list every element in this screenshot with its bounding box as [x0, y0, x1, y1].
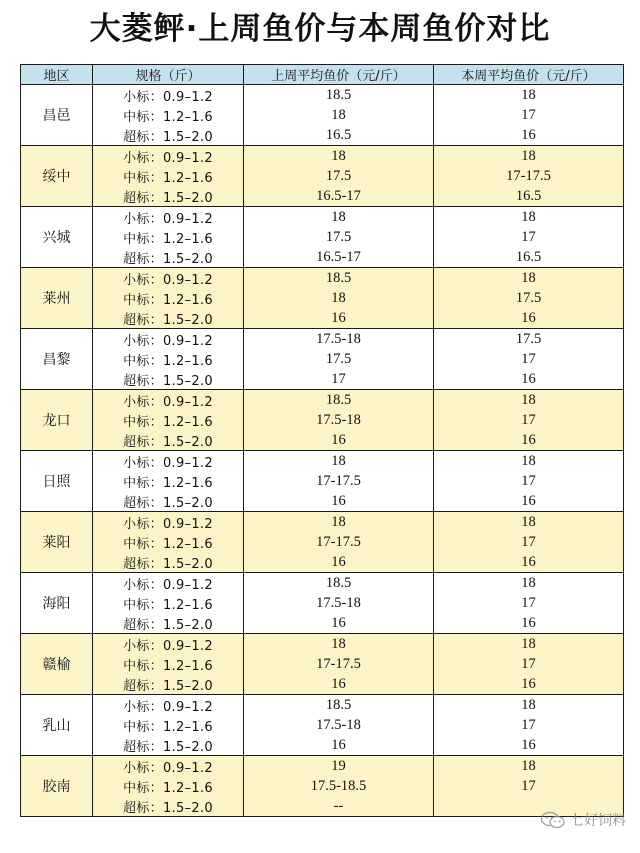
this-week-price-cell: 18 — [434, 756, 624, 777]
spec-cell: 超标：1.5–2.0 — [93, 308, 244, 329]
spec-cell: 小标：0.9–1.2 — [93, 451, 244, 472]
last-week-price-cell: 16 — [244, 613, 434, 634]
last-week-price-cell: 16 — [244, 430, 434, 451]
this-week-price-cell: 16 — [434, 674, 624, 695]
table-row — [21, 674, 624, 695]
spec-cell: 小标：0.9–1.2 — [93, 146, 244, 167]
table-row — [21, 369, 624, 390]
last-week-price-cell: 18 — [244, 634, 434, 655]
region-cell: 莱阳 — [21, 512, 93, 573]
spec-cell: 小标：0.9–1.2 — [93, 390, 244, 411]
spec-cell: 超标：1.5–2.0 — [93, 796, 244, 817]
table-row — [21, 247, 624, 268]
watermark — [540, 809, 626, 831]
table-row — [21, 410, 624, 430]
spec-cell: 超标：1.5–2.0 — [93, 369, 244, 390]
table-row — [21, 796, 624, 817]
this-week-price-cell: 18 — [434, 512, 624, 533]
last-week-price-cell: 17-17.5 — [244, 654, 434, 674]
spec-cell: 小标：0.9–1.2 — [93, 207, 244, 228]
spec-cell: 小标：0.9–1.2 — [93, 85, 244, 106]
last-week-price-cell: 17.5 — [244, 166, 434, 186]
this-week-price-cell: 16 — [434, 491, 624, 512]
table-row — [21, 207, 624, 228]
last-week-price-cell: 17.5 — [244, 227, 434, 247]
last-week-price-cell: 18 — [244, 105, 434, 125]
region-cell: 海阳 — [21, 573, 93, 634]
region-cell: 昌黎 — [21, 329, 93, 390]
last-week-price-cell: 17-17.5 — [244, 471, 434, 491]
spec-cell: 小标：0.9–1.2 — [93, 634, 244, 655]
table-row — [21, 329, 624, 350]
table-row — [21, 227, 624, 247]
spec-cell: 小标：0.9–1.2 — [93, 512, 244, 533]
last-week-price-cell: 16 — [244, 491, 434, 512]
table-row — [21, 125, 624, 146]
header-region: 地区 — [21, 65, 93, 85]
last-week-price-cell: 18 — [244, 207, 434, 228]
this-week-price-cell: 17 — [434, 471, 624, 491]
table-row — [21, 776, 624, 796]
this-week-price-cell: 17 — [434, 776, 624, 796]
spec-cell: 超标：1.5–2.0 — [93, 247, 244, 268]
this-week-price-cell: 17 — [434, 715, 624, 735]
spec-cell: 中标：1.2–1.6 — [93, 715, 244, 735]
table-row — [21, 593, 624, 613]
last-week-price-cell: 18.5 — [244, 573, 434, 594]
table-row — [21, 512, 624, 533]
this-week-price-cell: 18 — [434, 573, 624, 594]
spec-cell: 小标：0.9–1.2 — [93, 573, 244, 594]
page-title: 大菱鲆·上周鱼价与本周鱼价对比 — [89, 11, 551, 47]
table-row — [21, 695, 624, 716]
last-week-price-cell: 16.5 — [244, 125, 434, 146]
this-week-price-cell: 16 — [434, 552, 624, 573]
region-cell: 胶南 — [21, 756, 93, 817]
last-week-price-cell: 17.5-18 — [244, 410, 434, 430]
spec-cell: 中标：1.2–1.6 — [93, 166, 244, 186]
table-row — [21, 491, 624, 512]
region-cell: 绥中 — [21, 146, 93, 207]
spec-cell: 中标：1.2–1.6 — [93, 349, 244, 369]
this-week-price-cell: 17 — [434, 593, 624, 613]
last-week-price-cell: 17-17.5 — [244, 532, 434, 552]
region-cell: 兴城 — [21, 207, 93, 268]
last-week-price-cell: 18.5 — [244, 390, 434, 411]
table-row — [21, 756, 624, 777]
table-row — [21, 552, 624, 573]
region-cell: 日照 — [21, 451, 93, 512]
spec-cell: 超标：1.5–2.0 — [93, 674, 244, 695]
this-week-price-cell: 16 — [434, 125, 624, 146]
table-row — [21, 105, 624, 125]
table-row — [21, 634, 624, 655]
table-row — [21, 654, 624, 674]
region-cell: 龙口 — [21, 390, 93, 451]
table-row — [21, 146, 624, 167]
spec-cell: 超标：1.5–2.0 — [93, 125, 244, 146]
this-week-price-cell: 17 — [434, 227, 624, 247]
last-week-price-cell: 16.5-17 — [244, 247, 434, 268]
table-row — [21, 288, 624, 308]
last-week-price-cell: 17.5-18 — [244, 715, 434, 735]
this-week-price-cell: 16 — [434, 369, 624, 390]
table-row — [21, 85, 624, 106]
table-row — [21, 186, 624, 207]
last-week-price-cell: 18.5 — [244, 85, 434, 106]
last-week-price-cell: 17.5 — [244, 349, 434, 369]
spec-cell: 中标：1.2–1.6 — [93, 471, 244, 491]
this-week-price-cell: 18 — [434, 634, 624, 655]
table-row — [21, 349, 624, 369]
this-week-price-cell: 17 — [434, 532, 624, 552]
this-week-price-cell: 18 — [434, 451, 624, 472]
this-week-price-cell: 17.5 — [434, 288, 624, 308]
spec-cell: 超标：1.5–2.0 — [93, 430, 244, 451]
table-row — [21, 166, 624, 186]
header-spec: 规格（斤） — [93, 65, 244, 85]
spec-cell: 超标：1.5–2.0 — [93, 613, 244, 634]
table-row — [21, 573, 624, 594]
table-row — [21, 308, 624, 329]
last-week-price-cell: 16.5-17 — [244, 186, 434, 207]
table-row — [21, 451, 624, 472]
this-week-price-cell: 17.5 — [434, 329, 624, 350]
last-week-price-cell: 17 — [244, 369, 434, 390]
last-week-price-cell: -- — [244, 796, 434, 817]
table-row — [21, 735, 624, 756]
this-week-price-cell: 18 — [434, 695, 624, 716]
table-row — [21, 532, 624, 552]
spec-cell: 超标：1.5–2.0 — [93, 552, 244, 573]
this-week-price-cell: 17 — [434, 410, 624, 430]
spec-cell: 中标：1.2–1.6 — [93, 654, 244, 674]
table-header-row — [21, 65, 624, 85]
last-week-price-cell: 18 — [244, 146, 434, 167]
last-week-price-cell: 16 — [244, 308, 434, 329]
last-week-price-cell: 18.5 — [244, 268, 434, 289]
spec-cell: 中标：1.2–1.6 — [93, 288, 244, 308]
spec-cell: 中标：1.2–1.6 — [93, 105, 244, 125]
spec-cell: 中标：1.2–1.6 — [93, 410, 244, 430]
watermark-text: 七好饲料 — [570, 813, 626, 829]
region-cell: 昌邑 — [21, 85, 93, 146]
region-cell: 莱州 — [21, 268, 93, 329]
spec-cell: 小标：0.9–1.2 — [93, 268, 244, 289]
this-week-price-cell: 18 — [434, 390, 624, 411]
spec-cell: 小标：0.9–1.2 — [93, 695, 244, 716]
table-row — [21, 715, 624, 735]
spec-cell: 中标：1.2–1.6 — [93, 776, 244, 796]
wechat-icon — [540, 811, 566, 829]
spec-cell: 超标：1.5–2.0 — [93, 491, 244, 512]
table-row — [21, 471, 624, 491]
table-row — [21, 430, 624, 451]
this-week-price-cell: 17-17.5 — [434, 166, 624, 186]
header-this-week-price: 本周平均鱼价（元/斤） — [434, 65, 624, 85]
last-week-price-cell: 17.5-18.5 — [244, 776, 434, 796]
this-week-price-cell: 16 — [434, 308, 624, 329]
table-row — [21, 613, 624, 634]
last-week-price-cell: 19 — [244, 756, 434, 777]
last-week-price-cell: 18 — [244, 288, 434, 308]
spec-cell: 中标：1.2–1.6 — [93, 593, 244, 613]
spec-cell: 中标：1.2–1.6 — [93, 532, 244, 552]
table-row — [21, 390, 624, 411]
this-week-price-cell: 17 — [434, 349, 624, 369]
last-week-price-cell: 18.5 — [244, 695, 434, 716]
spec-cell: 中标：1.2–1.6 — [93, 227, 244, 247]
region-cell: 乳山 — [21, 695, 93, 756]
spec-cell: 小标：0.9–1.2 — [93, 329, 244, 350]
this-week-price-cell: 16.5 — [434, 186, 624, 207]
region-cell: 赣榆 — [21, 634, 93, 695]
this-week-price-cell: 18 — [434, 146, 624, 167]
this-week-price-cell: 17 — [434, 105, 624, 125]
this-week-price-cell: 18 — [434, 207, 624, 228]
last-week-price-cell: 16 — [244, 674, 434, 695]
last-week-price-cell: 18 — [244, 512, 434, 533]
this-week-price-cell: 17 — [434, 654, 624, 674]
this-week-price-cell: 18 — [434, 268, 624, 289]
table-row — [21, 268, 624, 289]
header-last-week-price: 上周平均鱼价（元/斤） — [244, 65, 434, 85]
last-week-price-cell: 16 — [244, 735, 434, 756]
last-week-price-cell: 16 — [244, 552, 434, 573]
this-week-price-cell: 16 — [434, 613, 624, 634]
last-week-price-cell: 17.5-18 — [244, 329, 434, 350]
spec-cell: 超标：1.5–2.0 — [93, 186, 244, 207]
this-week-price-cell: 16 — [434, 735, 624, 756]
last-week-price-cell: 18 — [244, 451, 434, 472]
price-comparison-table — [20, 64, 624, 817]
table-body — [21, 85, 624, 817]
this-week-price-cell: 16 — [434, 430, 624, 451]
spec-cell: 小标：0.9–1.2 — [93, 756, 244, 777]
this-week-price-cell: 18 — [434, 85, 624, 106]
last-week-price-cell: 17.5-18 — [244, 593, 434, 613]
spec-cell: 超标：1.5–2.0 — [93, 735, 244, 756]
this-week-price-cell: 16.5 — [434, 247, 624, 268]
